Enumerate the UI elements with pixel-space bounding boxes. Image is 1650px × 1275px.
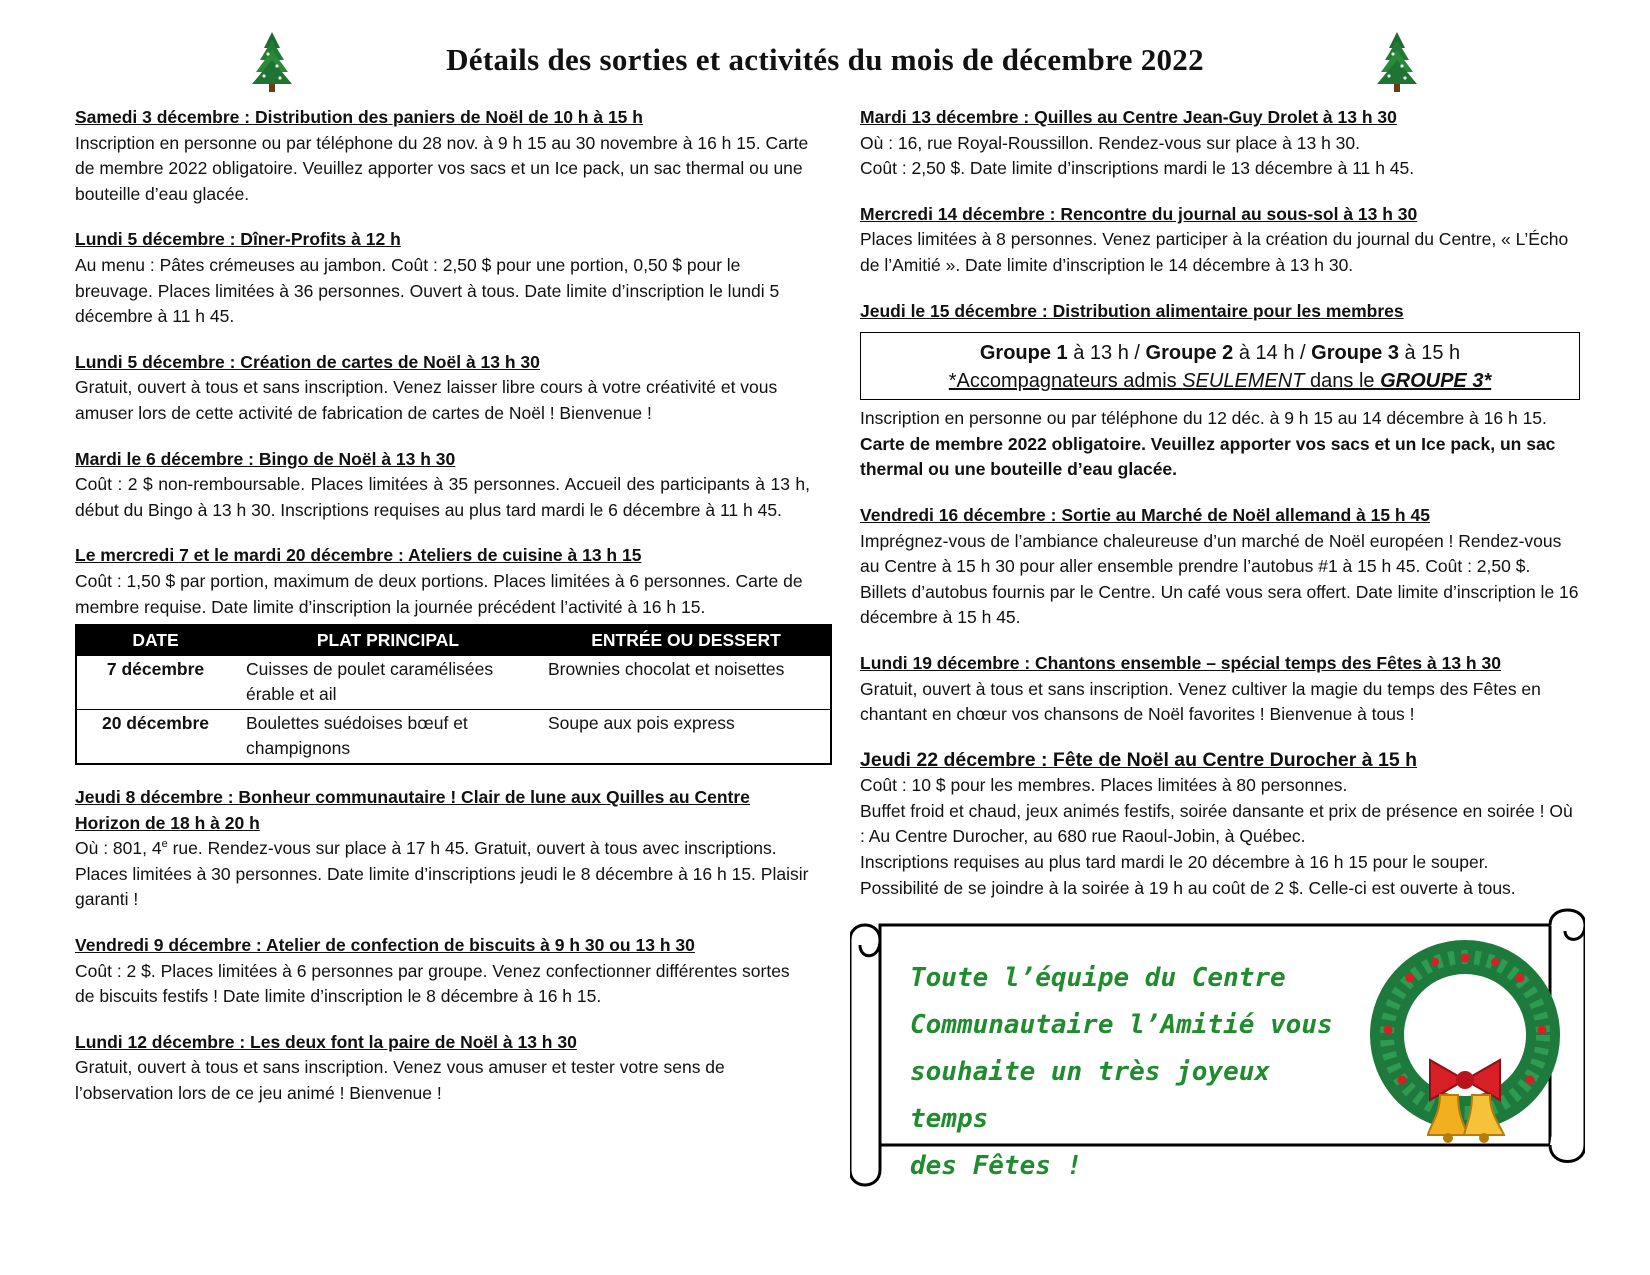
- column-header-date: DATE: [76, 625, 234, 656]
- table-cell-date: 7 décembre: [76, 656, 234, 710]
- activity-heading: Lundi 19 décembre : Chantons ensemble – spécial temps des Fêtes à 13 h 30: [860, 652, 1501, 673]
- table-cell-date: 20 décembre: [101, 712, 209, 733]
- group-schedule-box: Groupe 1 à 13 h / Groupe 2 à 14 h / Groupe 3 à 15 h *Accompagnateurs admis SEULEMENT dans le GROUPE 3*: [860, 332, 1580, 400]
- table-row: [76, 709, 831, 764]
- activity-heading: Jeudi 22 décembre : Fête de Noël au Centre Durocher à 15 h: [860, 748, 1418, 771]
- page-title: Détails des sorties et activités du mois de décembre 2022: [446, 42, 1204, 77]
- table-row: [76, 656, 831, 710]
- activity-item: [75, 543, 810, 620]
- activity-item: [860, 503, 1580, 631]
- activity-description: Coût : 2 $. Places limitées à 6 personnes par groupe. Venez confectionner différentes sortes de biscuits festifs ! Date limite d’inscription le 8 décembre à 16 h 15.: [75, 960, 790, 1007]
- column-header-main-dish: PLAT PRINCIPAL: [234, 625, 542, 656]
- activity-description: Gratuit, ouvert à tous et sans inscription. Venez cultiver la magie du temps des Fêtes en chantant en chœur vos chansons de Noël favorites ! Bienvenue à tous !: [860, 678, 1541, 725]
- activity-heading: Jeudi le 15 décembre : Distribution alimentaire pour les membres: [860, 300, 1404, 321]
- christmas-wreath-icon: [1360, 930, 1580, 1155]
- activity-item: [860, 651, 1580, 728]
- table-cell-main-dish: Cuisses de poulet caramélisées érable et ail: [234, 656, 542, 710]
- activity-description: Coût : 10 $ pour les membres. Places limitées à 80 personnes. Buffet froid et chaud, jeux animés festifs, soirée dansante et prix de présence en soirée ! Où : Au Centre Durocher, au 680 rue Raoul-Jobin, à Québec. Inscriptions requises au plus tard mardi le 20 décembre à 16 h 15 pour le souper. Possibilité de se joindre à la soirée à 19 h au coût de 2 $. Celle-ci est ouverte à tous.: [860, 775, 1573, 898]
- activity-description: Où : 16, rue Royal-Roussillon. Rendez-vous sur place à 13 h 30. Coût : 2,50 $. Date limite d’inscriptions mardi le 13 décembre à 11 h 45.: [860, 132, 1415, 179]
- activity-item: [860, 299, 1580, 483]
- activity-heading: Jeudi 8 décembre : Bonheur communautaire ! Clair de lune aux Quilles au Centre Horizon de 18 h à 20 h: [75, 787, 750, 833]
- activity-description: Inscription en personne ou par téléphone du 12 déc. à 9 h 15 au 14 décembre à 16 h 15. Carte de membre 2022 obligatoire. Veuillez apporter vos sacs et un Ice pack, un sac thermal ou une bouteille d’eau glacée.: [860, 408, 1556, 480]
- activity-description: Places limitées à 8 personnes. Venez participer à la création du journal du Centre, « L’Écho de l’Amitié ». Date limite d’inscription le 14 décembre à 13 h 30.: [860, 229, 1569, 275]
- activity-heading: Samedi 3 décembre : Distribution des paniers de Noël de 10 h à 15 h: [75, 107, 643, 127]
- column-header-starter-dessert: ENTRÉE OU DESSERT: [542, 625, 831, 656]
- activity-item: [860, 202, 1580, 279]
- table-cell-starter-dessert: Brownies chocolat et noisettes: [542, 656, 831, 710]
- holiday-greeting: [910, 955, 1350, 1190]
- activity-heading: Mercredi 14 décembre : Rencontre du journal au sous-sol à 13 h 30: [860, 203, 1418, 224]
- activity-item: [75, 350, 810, 427]
- activity-description: Gratuit, ouvert à tous et sans inscription. Venez laisser libre cours à votre créativité et vous amuser lors de cette activité de fabrication de cartes de Noël ! Bienvenue !: [75, 377, 778, 423]
- activity-heading: Lundi 12 décembre : Les deux font la paire de Noël à 13 h 30: [75, 1031, 577, 1052]
- activity-description: Au menu : Pâtes crémeuses au jambon. Coût : 2,50 $ pour une portion, 0,50 $ pour le breuvage. Places limitées à 36 personnes. Ouvert à tous. Date limite d’inscription le lundi 5 décembre à 11 h 45.: [75, 254, 780, 327]
- activity-description: Coût : 2 $ non-remboursable. Places limitées à 35 personnes. Accueil des participants à 13 h, début du Bingo à 13 h 30. Inscriptions requises au plus tard mardi le 6 décembre à 11 h 45.: [75, 474, 810, 520]
- greeting-line: Communautaire l’Amitié vous: [910, 1010, 1333, 1040]
- activity-heading: Vendredi 16 décembre : Sortie au Marché de Noël allemand à 15 h 45: [860, 504, 1430, 525]
- activity-item: [860, 748, 1580, 902]
- table-header-row: [76, 625, 831, 656]
- activity-item: [75, 785, 810, 913]
- activity-heading: Vendredi 9 décembre : Atelier de confection de biscuits à 9 h 30 ou 13 h 30: [75, 935, 695, 956]
- activity-item: [75, 1030, 810, 1107]
- activity-description: Imprégnez-vous de l’ambiance chaleureuse d’un marché de Noël européen ! Rendez-vous au Centre à 15 h 30 pour aller ensemble prendre l’autobus #1 à 15 h 45. Coût : 2,50 $. Billets d’autobus fournis par le Centre. Un café vous sera offert. Date limite d’inscription le 16 décembre à 15 h 45.: [860, 530, 1579, 628]
- cooking-menu-table: [75, 624, 832, 765]
- activity-description: Où : 801, 4e rue. Rendez-vous sur place à 17 h 45. Gratuit, ouvert à tous avec inscriptions. Places limitées à 30 personnes. Date limite d’inscriptions jeudi le 8 décembre à 16 h 15. Plaisir garanti !: [75, 838, 809, 910]
- greeting-line: souhaite un très joyeux temps: [910, 1057, 1271, 1134]
- left-column: [75, 105, 810, 1127]
- activity-item: [75, 227, 810, 329]
- activity-heading: Le mercredi 7 et le mardi 20 décembre : Ateliers de cuisine à 13 h 15: [75, 545, 642, 566]
- activity-item: [75, 933, 810, 1010]
- activity-item: [75, 105, 810, 207]
- table-cell-starter-dessert: Soupe aux pois express: [548, 712, 735, 733]
- activity-item: [860, 105, 1580, 182]
- greeting-line: des Fêtes !: [910, 1151, 1083, 1181]
- activity-heading: Mardi le 6 décembre : Bingo de Noël à 13 h 30: [75, 448, 456, 469]
- greeting-line: Toute l’équipe du Centre: [910, 963, 1286, 993]
- activity-description: Coût : 1,50 $ par portion, maximum de deux portions. Places limitées à 6 personnes. Carte de membre requise. Date limite d’inscription la journée précédent l’activité à 16 h 15.: [75, 570, 803, 617]
- activity-description: Inscription en personne ou par téléphone du 28 nov. à 9 h 15 au 30 novembre à 16 h 15. Carte de membre 2022 obligatoire. Veuillez apporter vos sacs et un Ice pack, un sac thermal ou une bouteille d’eau glacée.: [75, 132, 809, 204]
- activity-item: [75, 447, 810, 524]
- activity-heading: Lundi 5 décembre : Dîner-Profits à 12 h: [75, 229, 401, 250]
- right-column: [860, 105, 1580, 921]
- christmas-tree-icon: [1375, 30, 1419, 94]
- table-cell-main-dish: Boulettes suédoises bœuf et champignons: [246, 712, 468, 759]
- activity-heading: Mardi 13 décembre : Quilles au Centre Jean-Guy Drolet à 13 h 30: [860, 107, 1397, 127]
- activity-description: Gratuit, ouvert à tous et sans inscription. Venez vous amuser et tester votre sens de l’observation lors de ce jeu animé ! Bienvenue !: [75, 1057, 725, 1103]
- activity-heading: Lundi 5 décembre : Création de cartes de Noël à 13 h 30: [75, 351, 540, 372]
